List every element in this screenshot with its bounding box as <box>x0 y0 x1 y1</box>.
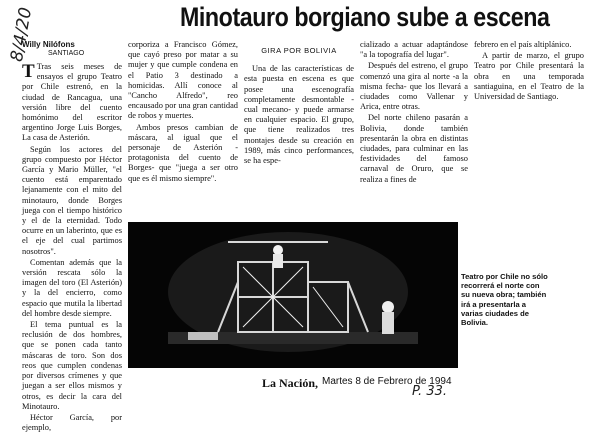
byline: Willy Nilófons <box>22 40 75 49</box>
drop-cap: T <box>22 61 35 82</box>
newspaper-name: La Nación, <box>262 376 319 390</box>
paragraph: corporiza a Francisco Gómez, que cayó preso por matar a su mujer y que cumple condena en el Patio 3 destinado a homicidas. Allí conoce al "Cancho Alfredo", reo encausado por una gran cantidad de robos y muertes. <box>128 40 238 121</box>
paragraph: Ambos presos cambian de máscara, al igual que el personaje de Asterión -protagonista del cuento de Borges- que "juega a ser otro que es él mismo siempre". <box>128 122 238 183</box>
paragraph: Según los actores del grupo compuesto por Héctor García y Mario Müller, "el cuento está emparentado lejanamente con el mito del minotauro, donde Borges juega con el tiempo histórico y el de la eternidad. Todo ocurre en un laberinto, que es el eje del cual partimos nosotros". <box>22 144 122 256</box>
handwritten-date-note: 8/4/20 <box>6 5 37 64</box>
publication-date: Martes 8 de Febrero de 1994 <box>322 376 452 387</box>
article-column-3 <box>244 40 354 218</box>
photo-caption: Teatro por Chile no sólo recorrerá el norte con su nueva obra; también irá a presentarla a varias ciudades de Bolivia. <box>461 272 548 328</box>
scaffold-set-image <box>128 222 458 368</box>
handwritten-page-note: P. 33. <box>412 384 447 399</box>
article-column-2 <box>128 40 238 218</box>
paragraph: A partir de marzo, el grupo Teatro por Chile presentará la obra en una temporada santiaguina, en el Teatro de la Universidad de Santiago. <box>474 51 584 102</box>
subheading: GIRA POR BOLIVIA <box>261 46 337 55</box>
paragraph: cializado a actuar adaptándose "a la topografía del lugar". <box>360 40 468 60</box>
article-column-5 <box>474 40 584 160</box>
paragraph: Comentan además que la versión rescata sólo la imagen del toro (El Asterión) y la del encierro, como espacio que mutila la libertad del hombre desde siempre. <box>22 257 122 318</box>
paragraph: El tema puntual es la reclusión de dos hombres, que se ponen cada tanto máscaras de toro. Son dos reos que cumplen condenas por diversos crímenes y que juegan a ser ellos mismos y otros, es decir la cara del Minotauro. <box>22 320 122 411</box>
headline: Minotauro borgiano sube a escena <box>180 2 550 32</box>
paragraph: Tras seis meses de ensayos el grupo Teatro por Chile estrenó, en la ciudad de Rancagua, una versión libre del cuento homónimo del escritor argentino Jorge Luis Borges, La casa de Asterión. <box>22 62 122 143</box>
paragraph: febrero en el país altiplánico. <box>474 40 572 49</box>
article-column-1 <box>22 61 122 433</box>
paragraph: Héctor García, por ejemplo, <box>22 412 122 433</box>
paragraph: Una de las características de esta puesta en escena es que posee una escenografía completamente desmontable -cual mecano- y puede armarse en cualquier espacio. El grupo, que tiene realizados tres montajes desde su creación en 1989, más cinco performances, se ha espe- <box>244 64 354 166</box>
article-column-4 <box>360 40 468 218</box>
stage-photo <box>128 222 458 368</box>
paragraph: Después del estreno, el grupo comenzó una gira al norte -a la misma fecha- que los llevará a ciudades como Vallenar y Arica, entre otras. <box>360 61 468 112</box>
dateline-desk: SANTIAGO <box>48 50 85 57</box>
paragraph: Del norte chileno pasarán a Bolivia, donde también presentarán la obra en distintas ciudades, para culminar en las festividades del famoso carnaval de Oruro, que se realiza a fines de <box>360 113 468 184</box>
